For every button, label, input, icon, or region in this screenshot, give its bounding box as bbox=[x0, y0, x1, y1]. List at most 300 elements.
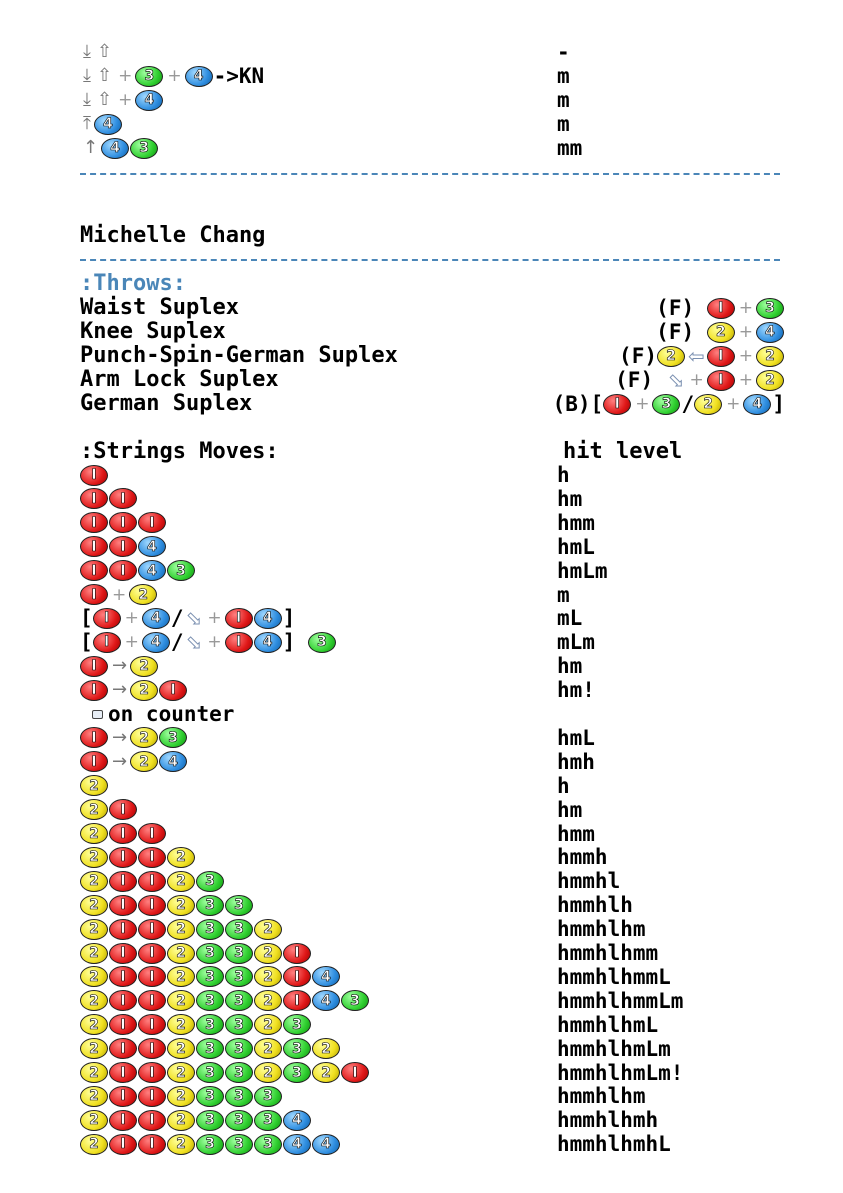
button-1-icon: I bbox=[138, 1110, 166, 1131]
hit-level: hmh bbox=[557, 749, 595, 774]
string-command bbox=[80, 1037, 341, 1061]
forward-arrow-icon: → bbox=[112, 750, 128, 772]
up-outline-arrow-icon: ⇧ bbox=[96, 65, 113, 86]
hit-level: hm bbox=[557, 797, 583, 822]
button-1-icon: I bbox=[138, 512, 166, 533]
string-command bbox=[80, 989, 370, 1013]
button-2-icon: 2 bbox=[80, 1014, 108, 1035]
string-row bbox=[80, 1108, 800, 1132]
button-3-icon: 3 bbox=[196, 1062, 224, 1083]
button-1-icon: I bbox=[109, 895, 137, 916]
button-2-icon: 2 bbox=[167, 895, 195, 916]
button-2-icon: 2 bbox=[80, 823, 108, 844]
throw-command bbox=[656, 296, 785, 320]
string-command bbox=[80, 583, 158, 607]
string-command bbox=[80, 463, 109, 487]
button-2-icon: 2 bbox=[756, 346, 784, 367]
button-1-icon: I bbox=[109, 1134, 137, 1155]
button-2-icon: 2 bbox=[756, 370, 784, 391]
button-3-icon: 3 bbox=[196, 1014, 224, 1035]
button-3-icon: 3 bbox=[225, 1038, 253, 1059]
button-1-icon: I bbox=[109, 1038, 137, 1059]
button-3-icon: 3 bbox=[196, 1110, 224, 1131]
hit-level: hmmhlhmLm bbox=[557, 1036, 671, 1061]
plus-icon: + bbox=[118, 90, 133, 110]
button-2-icon: 2 bbox=[167, 919, 195, 940]
button-2-icon: 2 bbox=[254, 943, 282, 964]
plus-icon: + bbox=[167, 66, 182, 86]
move-row bbox=[80, 40, 800, 64]
string-command bbox=[80, 869, 225, 893]
button-4-icon: 4 bbox=[142, 608, 170, 629]
button-4-icon: 4 bbox=[254, 608, 282, 629]
move-row bbox=[80, 112, 800, 136]
button-3-icon: 3 bbox=[283, 1014, 311, 1035]
button-1-icon: I bbox=[138, 895, 166, 916]
button-1-icon: I bbox=[138, 1014, 166, 1035]
string-command bbox=[80, 1013, 312, 1037]
button-3-icon: 3 bbox=[196, 895, 224, 916]
plus-icon: + bbox=[124, 608, 139, 629]
button-1-icon: I bbox=[159, 680, 187, 701]
button-1-icon: I bbox=[138, 990, 166, 1011]
button-3-icon: 3 bbox=[756, 298, 784, 319]
string-row bbox=[80, 941, 800, 965]
string-row bbox=[80, 654, 800, 678]
button-1-icon: I bbox=[109, 871, 137, 892]
string-row bbox=[80, 1013, 800, 1037]
string-command bbox=[80, 678, 188, 702]
button-4-icon: 4 bbox=[135, 90, 163, 111]
move-command bbox=[80, 88, 164, 112]
throw-row bbox=[80, 296, 785, 320]
button-1-icon: I bbox=[109, 943, 137, 964]
up-arrow-icon: ↑ bbox=[83, 137, 99, 158]
hit-level: hm bbox=[557, 486, 583, 511]
down-forward-arrow-icon: ⬂ bbox=[185, 630, 203, 655]
button-2-icon: 2 bbox=[167, 1014, 195, 1035]
button-4-icon: 4 bbox=[312, 966, 340, 987]
hit-level: hmmhlhmhL bbox=[557, 1132, 671, 1157]
string-command bbox=[80, 630, 337, 654]
move-row bbox=[80, 64, 800, 88]
string-row bbox=[80, 630, 800, 654]
button-2-icon: 2 bbox=[80, 1086, 108, 1107]
button-4-icon: 4 bbox=[743, 394, 771, 415]
plus-icon: + bbox=[726, 394, 741, 414]
button-1-icon: I bbox=[80, 656, 108, 677]
string-command bbox=[80, 535, 167, 559]
string-row bbox=[80, 774, 800, 798]
button-2-icon: 2 bbox=[254, 1014, 282, 1035]
button-2-icon: 2 bbox=[254, 966, 282, 987]
button-3-icon: 3 bbox=[135, 66, 163, 87]
button-4-icon: 4 bbox=[159, 751, 187, 772]
string-row bbox=[80, 1061, 800, 1085]
button-1-icon: I bbox=[707, 346, 735, 367]
command-text: ->KN bbox=[213, 64, 265, 88]
button-2-icon: 2 bbox=[694, 394, 722, 415]
button-4-icon: 4 bbox=[312, 1134, 340, 1155]
button-3-icon: 3 bbox=[341, 990, 369, 1011]
string-row bbox=[80, 487, 800, 511]
button-3-icon: 3 bbox=[225, 1014, 253, 1035]
button-3-icon: 3 bbox=[196, 1134, 224, 1155]
button-3-icon: 3 bbox=[159, 727, 187, 748]
throw-name: Arm Lock Suplex bbox=[80, 367, 279, 392]
button-4-icon: 4 bbox=[142, 632, 170, 653]
string-command bbox=[80, 965, 341, 989]
button-3-icon: 3 bbox=[225, 1062, 253, 1083]
button-2-icon: 2 bbox=[80, 871, 108, 892]
hit-level: h bbox=[557, 463, 570, 487]
throw-row bbox=[80, 320, 785, 344]
button-1-icon: I bbox=[109, 536, 137, 557]
button-1-icon: I bbox=[109, 1110, 137, 1131]
move-command bbox=[80, 112, 123, 136]
string-row bbox=[80, 845, 800, 869]
button-1-icon: I bbox=[603, 394, 631, 415]
button-1-icon: I bbox=[707, 370, 735, 391]
hit-level: hmmh bbox=[557, 845, 608, 870]
string-row bbox=[80, 822, 800, 846]
button-4-icon: 4 bbox=[101, 138, 129, 159]
button-2-icon: 2 bbox=[167, 1062, 195, 1083]
button-2-icon: 2 bbox=[80, 847, 108, 868]
throw-name: Punch-Spin-German Suplex bbox=[80, 343, 398, 368]
hit-level: hmmhlhm bbox=[557, 917, 646, 942]
button-3-icon: 3 bbox=[225, 919, 253, 940]
hit-level: hmmhlhmh bbox=[557, 1108, 659, 1133]
command-text: ] bbox=[282, 606, 296, 631]
button-1-icon: I bbox=[109, 1062, 137, 1083]
forward-arrow-icon: → bbox=[112, 655, 128, 677]
string-row bbox=[80, 798, 800, 822]
button-2-icon: 2 bbox=[80, 1062, 108, 1083]
command-text: / bbox=[170, 630, 184, 655]
command-text: (F) bbox=[656, 296, 707, 320]
hit-level: h bbox=[557, 773, 570, 798]
button-3-icon: 3 bbox=[283, 1062, 311, 1083]
string-row bbox=[80, 893, 800, 917]
button-1-icon: I bbox=[109, 847, 137, 868]
down-back-arrow-icon: ⤓ bbox=[83, 89, 91, 110]
button-3-icon: 3 bbox=[225, 966, 253, 987]
throw-command bbox=[553, 392, 785, 416]
button-1-icon: I bbox=[80, 727, 108, 748]
button-1-icon: I bbox=[138, 871, 166, 892]
button-1-icon: I bbox=[138, 823, 166, 844]
button-2-icon: 2 bbox=[80, 990, 108, 1011]
button-2-icon: 2 bbox=[130, 656, 158, 677]
move-command bbox=[80, 64, 264, 88]
button-1-icon: I bbox=[283, 966, 311, 987]
command-text: (B)[ bbox=[552, 392, 604, 416]
command-text: [ bbox=[80, 606, 93, 631]
button-1-icon: I bbox=[80, 751, 108, 772]
down-back-arrow-icon: ⤓ bbox=[83, 65, 91, 86]
string-command bbox=[80, 726, 188, 750]
hit-level: hmmhlhmLm! bbox=[557, 1060, 684, 1085]
button-1-icon: I bbox=[138, 943, 166, 964]
button-1-icon: I bbox=[80, 680, 108, 701]
hit-level: hmmhl bbox=[557, 869, 621, 894]
button-1-icon: I bbox=[138, 966, 166, 987]
button-1-icon: I bbox=[109, 799, 137, 820]
string-command bbox=[80, 941, 312, 965]
button-1-icon: I bbox=[138, 919, 166, 940]
plus-icon: + bbox=[118, 66, 133, 86]
up-outline-arrow-icon: ⇧ bbox=[96, 89, 113, 110]
counter-hit-icon bbox=[92, 710, 103, 719]
button-3-icon: 3 bbox=[196, 943, 224, 964]
hit-level: mL bbox=[557, 606, 583, 631]
button-2-icon: 2 bbox=[167, 1038, 195, 1059]
hit-level: hmmhlhmL bbox=[557, 1012, 659, 1037]
button-1-icon: I bbox=[138, 1038, 166, 1059]
plus-icon: + bbox=[207, 632, 222, 653]
button-2-icon: 2 bbox=[167, 847, 195, 868]
button-3-icon: 3 bbox=[196, 1086, 224, 1107]
plus-icon: + bbox=[635, 394, 650, 414]
button-1-icon: I bbox=[109, 488, 137, 509]
button-2-icon: 2 bbox=[312, 1062, 340, 1083]
button-3-icon: 3 bbox=[225, 1110, 253, 1131]
string-command bbox=[80, 559, 196, 583]
button-4-icon: 4 bbox=[138, 560, 166, 581]
button-3-icon: 3 bbox=[254, 1110, 282, 1131]
button-1-icon: I bbox=[109, 1014, 137, 1035]
button-2-icon: 2 bbox=[254, 1038, 282, 1059]
command-text: ] bbox=[282, 630, 308, 655]
string-command bbox=[80, 654, 159, 678]
hit-level: mm bbox=[557, 136, 583, 160]
command-text: (F) bbox=[656, 320, 707, 344]
move-row bbox=[80, 88, 800, 112]
throw-command bbox=[615, 368, 785, 392]
button-2-icon: 2 bbox=[80, 919, 108, 940]
button-2-icon: 2 bbox=[167, 990, 195, 1011]
hit-level: hmmhlhmm bbox=[557, 941, 659, 965]
button-1-icon: I bbox=[283, 943, 311, 964]
string-command bbox=[80, 606, 295, 630]
string-row bbox=[80, 1132, 800, 1156]
button-1-icon: I bbox=[109, 823, 137, 844]
hit-level: hmmhlhm bbox=[557, 1084, 646, 1109]
button-2-icon: 2 bbox=[80, 943, 108, 964]
move-row bbox=[80, 136, 800, 160]
plus-icon: + bbox=[738, 370, 753, 390]
move-command bbox=[80, 136, 159, 160]
forward-arrow-icon: → bbox=[112, 726, 128, 748]
button-1-icon: I bbox=[225, 632, 253, 653]
command-text: (F) bbox=[619, 344, 657, 368]
button-1-icon: I bbox=[138, 847, 166, 868]
string-row bbox=[80, 1037, 800, 1061]
hit-level: hmLm bbox=[557, 558, 608, 583]
string-command bbox=[80, 750, 188, 774]
string-command bbox=[80, 822, 167, 846]
string-row bbox=[80, 989, 800, 1013]
string-command bbox=[80, 1084, 283, 1108]
button-2-icon: 2 bbox=[167, 871, 195, 892]
button-1-icon: I bbox=[80, 488, 108, 509]
throw-command bbox=[619, 344, 785, 368]
throws-heading: :Throws: bbox=[80, 271, 186, 296]
throw-name: Waist Suplex bbox=[80, 295, 239, 320]
hit-level: - bbox=[557, 40, 570, 64]
string-row bbox=[80, 869, 800, 893]
button-1-icon: I bbox=[138, 1086, 166, 1107]
button-1-icon: I bbox=[80, 512, 108, 533]
button-2-icon: 2 bbox=[80, 1110, 108, 1131]
button-2-icon: 2 bbox=[80, 895, 108, 916]
button-1-icon: I bbox=[283, 990, 311, 1011]
string-row bbox=[80, 965, 800, 989]
string-command bbox=[80, 893, 254, 917]
hit-level: m bbox=[557, 582, 570, 607]
hit-level: m bbox=[557, 64, 570, 88]
button-1-icon: I bbox=[707, 298, 735, 319]
divider-character bbox=[80, 259, 780, 261]
button-2-icon: 2 bbox=[80, 1134, 108, 1155]
string-command bbox=[80, 798, 138, 822]
plus-icon: + bbox=[738, 298, 753, 318]
button-2-icon: 2 bbox=[254, 990, 282, 1011]
button-1-icon: I bbox=[109, 512, 137, 533]
button-4-icon: 4 bbox=[756, 322, 784, 343]
hit-level: mLm bbox=[557, 630, 595, 655]
button-3-icon: 3 bbox=[196, 990, 224, 1011]
plus-icon: + bbox=[207, 608, 222, 629]
button-2-icon: 2 bbox=[167, 966, 195, 987]
strings-heading: :Strings Moves: bbox=[80, 439, 279, 464]
button-3-icon: 3 bbox=[196, 966, 224, 987]
button-2-icon: 2 bbox=[167, 1086, 195, 1107]
up-bar-arrow-icon: ⤒ bbox=[83, 113, 91, 134]
button-2-icon: 2 bbox=[129, 584, 157, 605]
down-back-arrow-icon: ⤓ bbox=[83, 41, 91, 62]
button-4-icon: 4 bbox=[138, 536, 166, 557]
string-row bbox=[80, 583, 800, 607]
button-4-icon: 4 bbox=[94, 114, 122, 135]
string-row bbox=[80, 726, 800, 750]
button-2-icon: 2 bbox=[80, 1038, 108, 1059]
string-row bbox=[80, 559, 800, 583]
button-2-icon: 2 bbox=[80, 775, 108, 796]
hit-level: hmL bbox=[557, 725, 595, 750]
command-text: (F) bbox=[615, 368, 666, 392]
throw-command bbox=[656, 320, 785, 344]
character-name: Michelle Chang bbox=[80, 223, 266, 248]
string-row bbox=[80, 535, 800, 559]
button-1-icon: I bbox=[109, 990, 137, 1011]
button-2-icon: 2 bbox=[254, 1062, 282, 1083]
button-4-icon: 4 bbox=[185, 66, 213, 87]
string-row bbox=[80, 606, 800, 630]
button-1-icon: I bbox=[80, 465, 108, 486]
string-command bbox=[80, 845, 196, 869]
hit-level: hmmhlhmmLm bbox=[557, 988, 684, 1013]
button-3-icon: 3 bbox=[225, 1086, 253, 1107]
hit-level: m bbox=[557, 88, 570, 112]
throw-row bbox=[80, 368, 785, 392]
string-row bbox=[80, 1084, 800, 1108]
string-row bbox=[80, 702, 800, 726]
left-outline-arrow-icon: ⇦ bbox=[687, 344, 705, 368]
button-3-icon: 3 bbox=[283, 1038, 311, 1059]
hit-level: hm! bbox=[557, 678, 595, 703]
hit-level-heading: hit level bbox=[563, 439, 683, 464]
string-command bbox=[80, 487, 138, 511]
button-2-icon: 2 bbox=[254, 919, 282, 940]
hit-level: hmm bbox=[557, 510, 595, 535]
string-command bbox=[80, 1061, 370, 1085]
throw-row bbox=[80, 344, 785, 368]
command-text: on counter bbox=[108, 702, 235, 726]
forward-arrow-icon: → bbox=[112, 679, 128, 701]
button-2-icon: 2 bbox=[167, 1134, 195, 1155]
string-command bbox=[80, 1108, 312, 1132]
button-3-icon: 3 bbox=[225, 1134, 253, 1155]
button-3-icon: 3 bbox=[652, 394, 680, 415]
plus-icon: + bbox=[689, 370, 704, 390]
up-outline-arrow-icon: ⇧ bbox=[96, 41, 113, 62]
button-3-icon: 3 bbox=[130, 138, 158, 159]
button-1-icon: I bbox=[93, 632, 121, 653]
button-3-icon: 3 bbox=[225, 943, 253, 964]
hit-level: hmm bbox=[557, 821, 595, 846]
button-2-icon: 2 bbox=[80, 799, 108, 820]
button-2-icon: 2 bbox=[130, 727, 158, 748]
button-1-icon: I bbox=[109, 966, 137, 987]
button-1-icon: I bbox=[109, 1086, 137, 1107]
button-1-icon: I bbox=[80, 536, 108, 557]
button-2-icon: 2 bbox=[167, 943, 195, 964]
button-4-icon: 4 bbox=[254, 632, 282, 653]
throw-name: Knee Suplex bbox=[80, 319, 226, 344]
string-command bbox=[80, 1132, 341, 1156]
string-command bbox=[80, 511, 167, 535]
plus-icon: + bbox=[738, 346, 753, 366]
button-1-icon: I bbox=[109, 560, 137, 581]
string-command bbox=[80, 774, 109, 798]
command-text: [ bbox=[80, 630, 93, 655]
button-1-icon: I bbox=[138, 1062, 166, 1083]
button-3-icon: 3 bbox=[196, 1038, 224, 1059]
button-3-icon: 3 bbox=[254, 1086, 282, 1107]
string-row bbox=[80, 917, 800, 941]
plus-icon: + bbox=[738, 322, 753, 342]
button-1-icon: I bbox=[109, 919, 137, 940]
button-4-icon: 4 bbox=[283, 1110, 311, 1131]
down-forward-arrow-icon: ⬂ bbox=[667, 368, 685, 392]
button-1-icon: I bbox=[341, 1062, 369, 1083]
button-2-icon: 2 bbox=[80, 966, 108, 987]
divider-top bbox=[80, 173, 780, 175]
plus-icon: + bbox=[124, 632, 139, 653]
button-3-icon: 3 bbox=[254, 1134, 282, 1155]
hit-level: m bbox=[557, 112, 570, 136]
hit-level: hmL bbox=[557, 534, 595, 559]
string-row bbox=[80, 750, 800, 774]
button-2-icon: 2 bbox=[707, 322, 735, 343]
button-1-icon: I bbox=[93, 608, 121, 629]
command-text: ] bbox=[772, 392, 785, 416]
button-2-icon: 2 bbox=[657, 346, 685, 367]
hit-level: hmmhlhmmL bbox=[557, 964, 671, 989]
button-3-icon: 3 bbox=[196, 919, 224, 940]
